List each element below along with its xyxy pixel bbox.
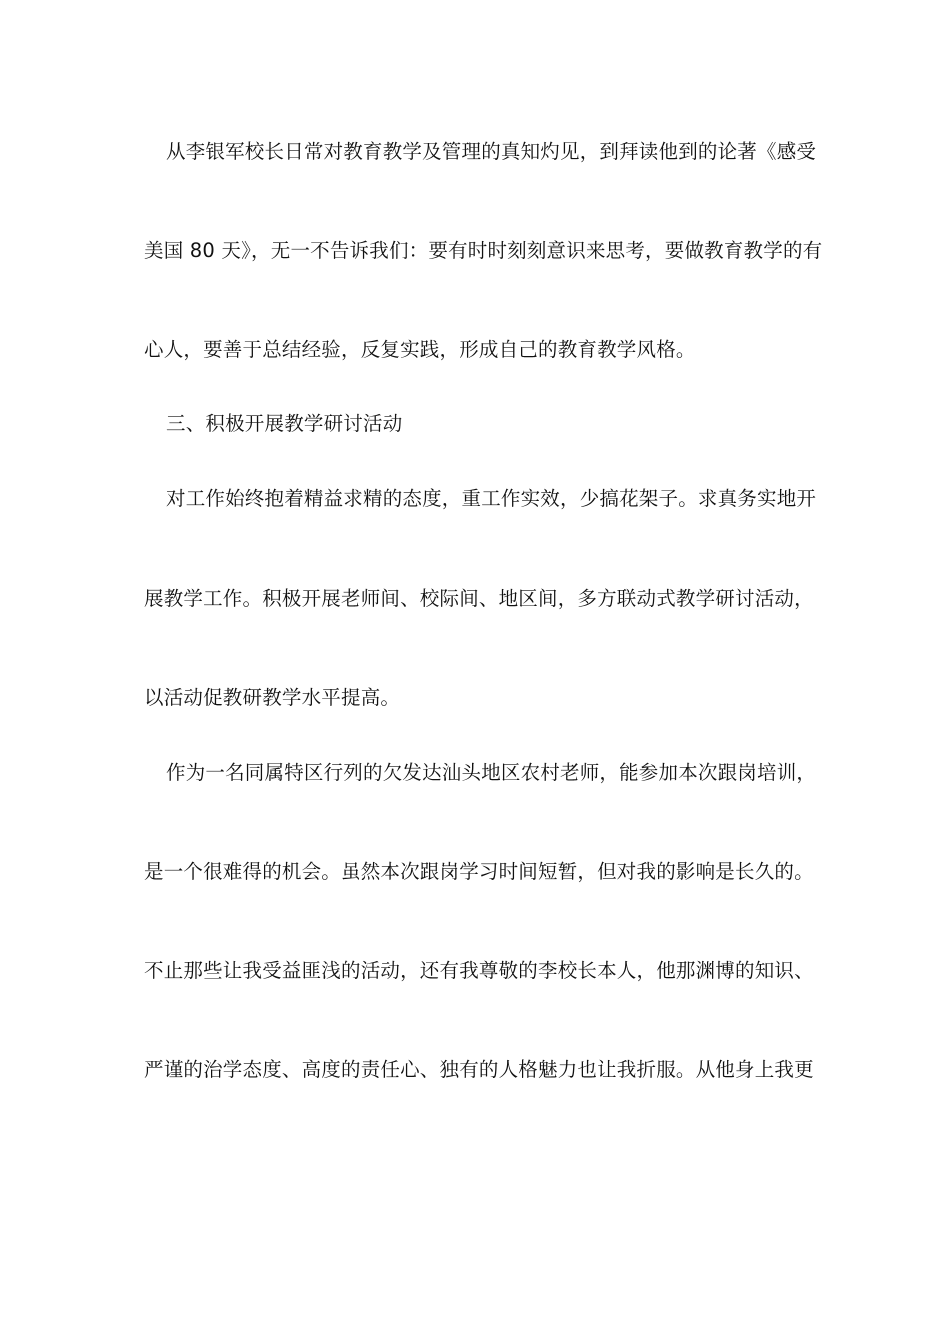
paragraph-line: 美国 80 天》，无一不告诉我们：要有时时刻刻意识来思考，要做教育教学的有 <box>144 239 823 262</box>
paragraph-line: 展教学工作。积极开展老师间、校际间、地区间，多方联动式教学研讨活动， <box>144 587 814 610</box>
paragraph-line: 对工作始终抱着精益求精的态度，重工作实效，少搞花架子。求真务实地开 <box>166 487 817 510</box>
paragraph-line: 是一个很难得的机会。虽然本次跟岗学习时间短暂，但对我的影响是长久的。 <box>144 860 814 883</box>
section-heading: 三、积极开展教学研讨活动 <box>166 412 403 435</box>
paragraph-line: 作为一名同属特区行列的欠发达汕头地区农村老师，能参加本次跟岗培训， <box>166 761 817 784</box>
paragraph-line: 不止那些让我受益匪浅的活动，还有我尊敬的李校长本人，他那渊博的知识、 <box>144 959 814 982</box>
paragraph-line: 以活动促教研教学水平提高。 <box>144 686 401 709</box>
paragraph-line: 从李银军校长日常对教育教学及管理的真知灼见，到拜读他到的论著《感受 <box>166 140 817 163</box>
paragraph-line: 心人，要善于总结经验，反复实践，形成自己的教育教学风格。 <box>144 338 696 361</box>
paragraph-line: 严谨的治学态度、高度的责任心、独有的人格魅力也让我折服。从他身上我更 <box>144 1058 814 1081</box>
